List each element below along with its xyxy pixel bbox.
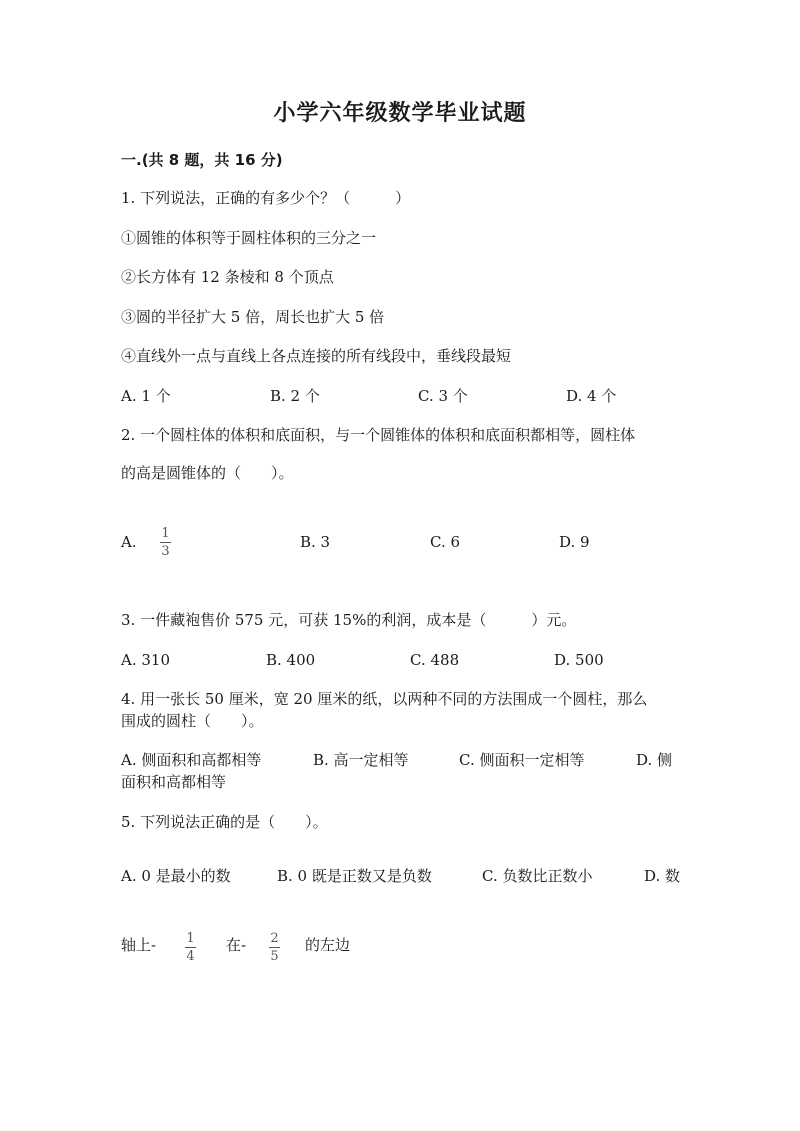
- fraction-denominator: 3: [161, 544, 170, 559]
- question-1-statement-2: ②长方体有 12 条棱和 8 个顶点: [121, 268, 334, 286]
- question-1-option-b[interactable]: B. 2 个: [270, 387, 320, 405]
- fraction-bar: [160, 542, 171, 543]
- fraction-denominator: 5: [270, 949, 279, 964]
- question-1-stem: 1. 下列说法，正确的有多少个？（ ）: [121, 189, 411, 207]
- question-1-option-c[interactable]: C. 3 个: [418, 387, 468, 405]
- question-5-option-c[interactable]: C. 负数比正数小: [482, 867, 593, 885]
- question-4-stem-line-1: 4. 用一张长 50 厘米，宽 20 厘米的纸，以两种不同的方法围成一个圆柱，那么: [121, 690, 648, 708]
- question-1-statement-3: ③圆的半径扩大 5 倍，周长也扩大 5 倍: [121, 308, 385, 326]
- question-1-option-d[interactable]: D. 4 个: [566, 387, 617, 405]
- question-5-wrap-suffix: 的左边: [305, 936, 351, 954]
- question-2-option-a-fraction: [160, 526, 171, 559]
- question-5-stem: 5. 下列说法正确的是（ ）。: [121, 813, 328, 831]
- question-4-option-c[interactable]: C. 侧面积一定相等: [459, 751, 585, 769]
- question-5-option-b[interactable]: B. 0 既是正数又是负数: [277, 867, 432, 885]
- question-2-option-b[interactable]: B. 3: [300, 533, 331, 551]
- question-4-option-d[interactable]: D. 侧: [636, 751, 673, 769]
- fraction-numerator: 2: [270, 931, 279, 946]
- question-3-stem: 3. 一件藏袍售价 575 元，可获 15%的利润，成本是（ ）元。: [121, 611, 577, 629]
- question-2-option-c[interactable]: C. 6: [430, 533, 461, 551]
- question-1-statement-1: ①圆锥的体积等于圆柱体积的三分之一: [121, 229, 377, 247]
- fraction-bar: [269, 947, 280, 948]
- section-heading: 一.(共 8 题，共 16 分): [121, 151, 283, 169]
- question-5-wrap-middle: 在-: [226, 936, 247, 954]
- question-2-stem-line-2: 的高是圆锥体的（ ）。: [121, 464, 294, 482]
- question-5-option-a[interactable]: A. 0 是最小的数: [121, 867, 231, 885]
- question-2-option-a-label: A.: [121, 533, 137, 551]
- fraction-numerator: 1: [186, 931, 195, 946]
- question-3-option-c[interactable]: C. 488: [410, 651, 460, 669]
- question-3-option-b[interactable]: B. 400: [266, 651, 316, 669]
- question-5-wrap-prefix: 轴上-: [121, 936, 157, 954]
- question-2-stem-line-1: 2. 一个圆柱体的体积和底面积，与一个圆锥体的体积和底面积都相等，圆柱体: [121, 426, 636, 444]
- page-title: 小学六年级数学毕业试题: [273, 101, 527, 126]
- question-2-option-d[interactable]: D. 9: [559, 533, 590, 551]
- question-1-statement-4: ④直线外一点与直线上各点连接的所有线段中，垂线段最短: [121, 347, 512, 365]
- question-3-option-d[interactable]: D. 500: [554, 651, 604, 669]
- question-4-option-a[interactable]: A. 侧面积和高都相等: [121, 751, 262, 769]
- question-5-option-d[interactable]: D. 数: [644, 867, 681, 885]
- question-2-option-a[interactable]: [121, 532, 137, 552]
- fraction-denominator: 4: [186, 949, 195, 964]
- question-3-option-a[interactable]: A. 310: [121, 651, 170, 669]
- question-4-option-b[interactable]: B. 高一定相等: [313, 751, 409, 769]
- fraction-numerator: 1: [161, 526, 170, 541]
- fraction-bar: [185, 947, 196, 948]
- question-4-stem-line-2: 围成的圆柱（ ）。: [121, 712, 264, 730]
- question-5-fraction-1: [185, 931, 196, 964]
- question-1-option-a[interactable]: A. 1 个: [121, 387, 171, 405]
- question-5-fraction-2: [269, 931, 280, 964]
- question-4-option-d-wrap: 面积和高都相等: [121, 773, 227, 791]
